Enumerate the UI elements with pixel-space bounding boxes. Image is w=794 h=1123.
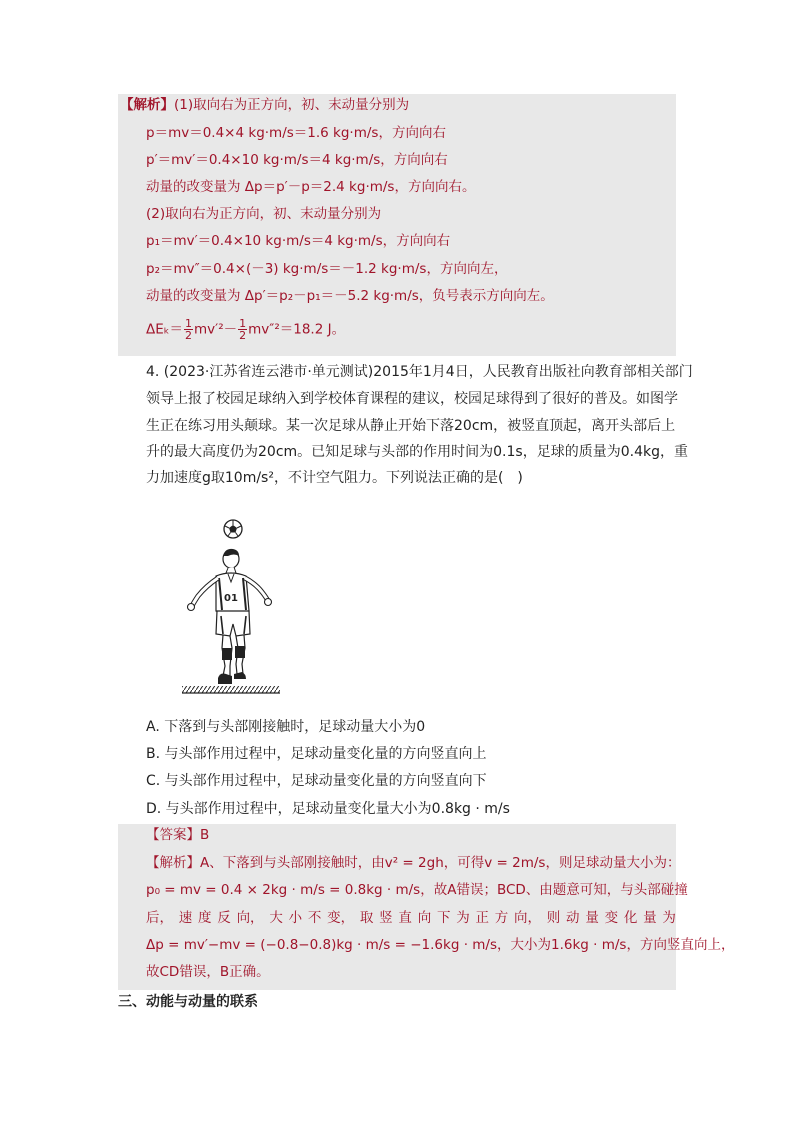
solution-1-line-4: 动量的改变量为 Δp＝p′－p＝2.4 kg·m/s，方向向右。 [146, 179, 476, 195]
fraction-half-1: $\frac{1}{2}$ [185, 317, 193, 342]
fraction-half-2: $\frac{1}{2}$ [239, 317, 247, 342]
question-line-4: 升的最大高度仍为20cm。已知足球与头部的作用时间为0.1s，足球的质量为0.4kg，重 [146, 444, 688, 460]
solution-1-line-7: p₂＝mv″＝0.4×(－3) kg·m/s＝－1.2 kg·m/s，方向向左， [146, 261, 508, 277]
energy-term-2: mv″²＝18.2 J。 [248, 321, 346, 338]
solution-1-line-6: p₁＝mv′＝0.4×10 kg·m/s＝4 kg·m/s，方向向右 [146, 233, 451, 249]
option-a[interactable]: A. 下落到与头部刚接触时，足球动量大小为0 [146, 719, 426, 735]
option-c[interactable]: C. 与头部作用过程中，足球动量变化量的方向竖直向下 [146, 773, 487, 789]
solution-1-line-3: p′＝mv′＝0.4×10 kg·m/s＝4 kg·m/s，方向向右 [146, 152, 448, 168]
solution-1-line-1 [120, 96, 409, 114]
question-line-1: 4. (2023·江苏省连云港市·单元测试)2015年1月4日，人民教育出版社向教育部相关部门 [146, 364, 693, 380]
question-line-3: 生正在练习用头颠球。某一次足球从静止开始下落20cm，被竖直顶起，离开头部后上 [146, 418, 676, 434]
solution-1-line-5: (2)取向右为正方向，初、末动量分别为 [146, 206, 382, 222]
solution-2-line-1: 【解析】A、下落到与头部刚接触时，由v² = 2gh，可得v = 2m/s，则足球动量大小为： [146, 855, 681, 871]
solution-2-line-5: 故CD错误，B正确。 [146, 964, 270, 980]
answer-line: 【答案】B [146, 827, 210, 843]
question-line-5: 力加速度g取10m/s²，不计空气阻力。下列说法正确的是( ) [146, 470, 523, 486]
solution-2-line-2: p₀ = mv = 0.4 × 2kg · m/s = 0.8kg · m/s，故A错误；BCD、由题意可知，与头部碰撞 [146, 882, 688, 898]
energy-prefix: ΔEₖ＝ [146, 321, 184, 338]
svg-text:01: 01 [224, 593, 238, 604]
solution-2-line-4: Δp = mv′−mv = (−0.8−0.8)kg · m/s = −1.6kg · m/s，大小为1.6kg · m/s，方向竖直向上， [146, 937, 735, 953]
question-line-2: 领导上报了校园足球纳入到学校体育课程的建议，校园足球得到了很好的普及。如图学 [146, 391, 678, 407]
ground-hatch [182, 686, 280, 693]
football-player-illustration [176, 516, 288, 698]
solution-1-line-8: 动量的改变量为 Δp′＝p₂－p₁＝－5.2 kg·m/s，负号表示方向向左。 [146, 288, 554, 304]
player-figure [188, 549, 272, 684]
football-icon [224, 520, 242, 538]
solution-1-line-9 [146, 318, 345, 341]
solution-1-text-1: (1)取向右为正方向，初、末动量分别为 [174, 97, 410, 113]
solution-2-line-3: 后， 速 度 反 向， 大 小 不 变， 取 竖 直 向 下 为 正 方 向， 则 动 量 变 化 量 为 [146, 910, 676, 926]
option-d[interactable]: D. 与头部作用过程中，足球动量变化量大小为0.8kg · m/s [146, 801, 510, 817]
option-b[interactable]: B. 与头部作用过程中，足球动量变化量的方向竖直向上 [146, 746, 487, 762]
solution-1-line-2: p＝mv＝0.4×4 kg·m/s＝1.6 kg·m/s，方向向右 [146, 125, 446, 141]
energy-term-1: mv′²－ [194, 321, 238, 338]
solution-tag: 【解析】 [120, 97, 174, 113]
section-heading: 三、动能与动量的联系 [118, 994, 258, 1010]
